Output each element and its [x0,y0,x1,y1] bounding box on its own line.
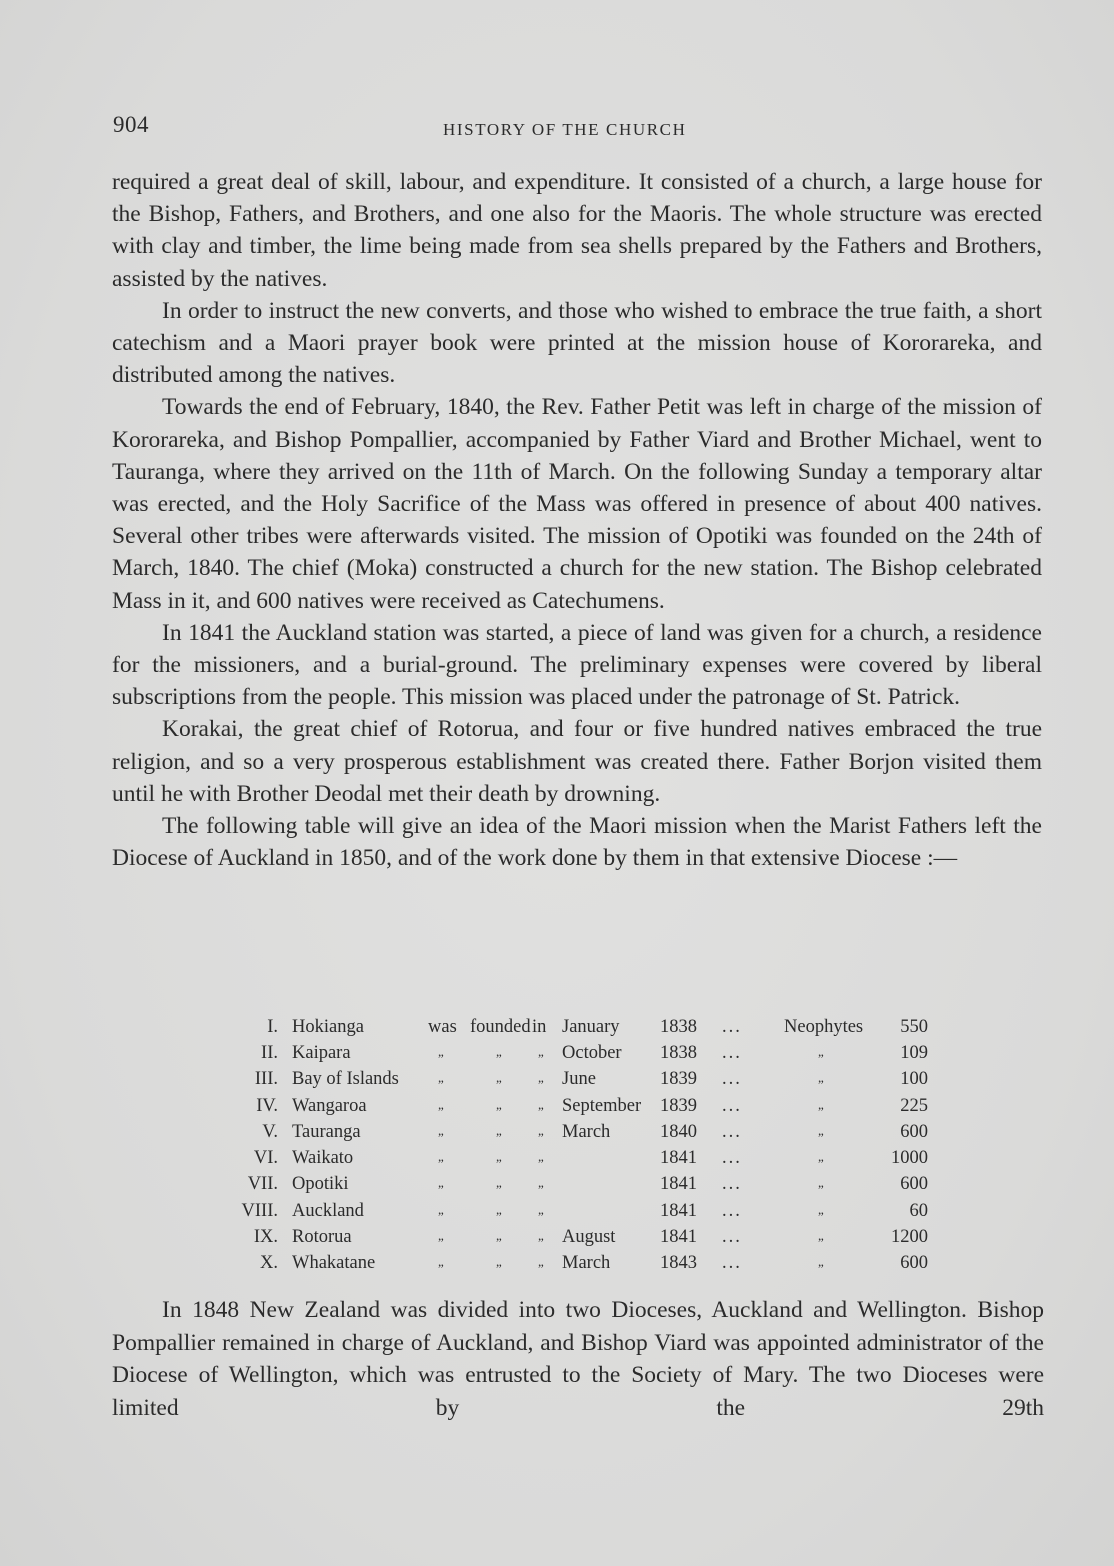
paragraph-table-intro: The following table will give an idea of the Maori mission when the Marist Fathers left the Diocese of Auckland in 1850, and of the work done by them in that extensive Diocese :— [112,813,1042,872]
mission-month: June [562,1069,596,1090]
mission-num: V. [262,1121,278,1142]
mission-num: VIII. [241,1200,278,1221]
mission-count: 100 [900,1069,928,1090]
table-row [200,1224,928,1250]
mission-founded-cell [470,1040,532,1066]
mission-label: „ [818,1149,824,1165]
mission-in-cell [532,1198,562,1224]
mission-month-cell [562,1119,660,1145]
mission-year-cell [660,1251,722,1277]
mission-founded: founded [470,1016,531,1037]
mission-was-cell [428,1119,470,1145]
mission-in: „ [538,1149,544,1165]
mission-month-cell [562,1040,660,1066]
page-number: 904 [113,112,149,137]
mission-was: „ [438,1096,444,1112]
mission-num-cell [200,1093,292,1119]
mission-name: Bay of Islands [292,1069,399,1090]
mission-count-cell [878,1093,928,1119]
mission-founded: „ [496,1096,502,1112]
mission-founded: „ [496,1201,502,1217]
table-row [200,1040,928,1066]
mission-label-cell [784,1014,878,1040]
mission-month-cell [562,1251,660,1277]
mission-year-cell [660,1172,722,1198]
mission-dots: ... [722,1042,742,1063]
mission-count: 1200 [891,1227,928,1248]
mission-was-cell [428,1067,470,1093]
mission-in: „ [538,1228,544,1244]
mission-year: 1841 [660,1148,697,1169]
mission-in: „ [538,1096,544,1112]
mission-year-cell [660,1040,722,1066]
mission-month-cell [562,1067,660,1093]
mission-dots: ... [722,1095,742,1116]
mission-in-cell [532,1145,562,1171]
mission-month-cell [562,1014,660,1040]
mission-year: 1838 [660,1016,697,1037]
mission-count-cell [878,1224,928,1250]
mission-founded: „ [496,1149,502,1165]
mission-name-cell [292,1224,428,1250]
mission-year: 1840 [660,1121,697,1142]
mission-name: Tauranga [292,1121,361,1142]
mission-dots: ... [722,1121,742,1142]
mission-in: in [532,1016,547,1037]
mission-label-cell [784,1145,878,1171]
mission-year-cell [660,1224,722,1250]
mission-num-cell [200,1172,292,1198]
table-row [200,1172,928,1198]
mission-num: VII. [247,1174,278,1195]
mission-name: Auckland [292,1200,364,1221]
mission-year-cell [660,1119,722,1145]
mission-name: Wangaroa [292,1095,367,1116]
table-row [200,1119,928,1145]
mission-dots-cell [722,1224,784,1250]
mission-label: Neophytes [784,1016,864,1037]
mission-year: 1841 [660,1200,697,1221]
mission-in: „ [538,1201,544,1217]
mission-founded: „ [496,1254,502,1270]
mission-in: „ [538,1175,544,1191]
mission-name: Waikato [292,1148,354,1169]
mission-in-cell [532,1224,562,1250]
mission-was-cell [428,1251,470,1277]
mission-in-cell [532,1067,562,1093]
mission-dots-cell [722,1251,784,1277]
mission-count: 550 [900,1016,928,1037]
mission-name-cell [292,1145,428,1171]
mission-num-cell [200,1145,292,1171]
mission-month-cell [562,1172,660,1198]
mission-count-cell [878,1251,928,1277]
paragraph-catechism: In order to instruct the new converts, and those who wished to embrace the true faith, a short catechism and a Maori prayer book were printed at the mission house of Kororareka, and distributed among the natives. [112,297,1042,389]
mission-num-cell [200,1251,292,1277]
mission-founded-cell [470,1014,532,1040]
mission-count: 600 [900,1121,928,1142]
mission-month: September [562,1095,642,1116]
mission-year: 1839 [660,1095,697,1116]
mission-year-cell [660,1093,722,1119]
mission-founded: „ [496,1043,502,1059]
mission-dots-cell [722,1014,784,1040]
mission-was: „ [438,1228,444,1244]
mission-founded-cell [470,1251,532,1277]
mission-num: VI. [253,1148,278,1169]
mission-was: „ [438,1070,444,1086]
mission-was-cell [428,1093,470,1119]
mission-label: „ [818,1122,824,1138]
mission-label: „ [818,1254,824,1270]
mission-month-cell [562,1198,660,1224]
mission-in-cell [532,1172,562,1198]
mission-was: was [428,1016,457,1037]
mission-label-cell [784,1172,878,1198]
mission-num-cell [200,1198,292,1224]
mission-founded: „ [496,1122,502,1138]
mission-name-cell [292,1093,428,1119]
mission-num-cell [200,1067,292,1093]
mission-was-cell [428,1172,470,1198]
mission-count: 600 [900,1174,928,1195]
mission-founded: „ [496,1175,502,1191]
mission-label-cell [784,1067,878,1093]
mission-num-cell [200,1014,292,1040]
mission-was: „ [438,1254,444,1270]
mission-in: „ [538,1070,544,1086]
mission-label-cell [784,1119,878,1145]
mission-count: 1000 [891,1148,928,1169]
mission-label-cell [784,1040,878,1066]
mission-table [200,1014,928,1277]
paragraph-dioceses: In 1848 New Zealand was divided into two Dioceses, Auckland and Wellington. Bishop Pompallier remained in charge of Auckland, and Bishop Viard was appointed administrator of the Diocese of Wellington, which was entrusted to the Society of Mary. The two Dioceses were limited by the 29th [112,1297,1044,1421]
mission-dots-cell [722,1040,784,1066]
mission-num: III. [254,1069,278,1090]
mission-count-cell [878,1145,928,1171]
mission-in-cell [532,1040,562,1066]
mission-month: March [562,1253,611,1274]
mission-name-cell [292,1172,428,1198]
mission-dots: ... [722,1253,742,1274]
mission-year: 1839 [660,1069,697,1090]
mission-count: 600 [900,1253,928,1274]
mission-was: „ [438,1149,444,1165]
mission-dots-cell [722,1172,784,1198]
mission-year-cell [660,1145,722,1171]
mission-month-cell [562,1224,660,1250]
mission-year: 1841 [660,1174,697,1195]
mission-founded-cell [470,1198,532,1224]
mission-label: „ [818,1096,824,1112]
mission-dots-cell [722,1119,784,1145]
mission-was: „ [438,1122,444,1138]
mission-name-cell [292,1067,428,1093]
mission-label: „ [818,1175,824,1191]
mission-dots: ... [722,1174,742,1195]
mission-year: 1843 [660,1253,697,1274]
mission-num-cell [200,1224,292,1250]
mission-founded-cell [470,1145,532,1171]
mission-dots-cell [722,1145,784,1171]
mission-month-cell [562,1145,660,1171]
mission-num: X. [260,1253,278,1274]
mission-founded-cell [470,1172,532,1198]
mission-was-cell [428,1014,470,1040]
mission-dots-cell [722,1067,784,1093]
table-row [200,1014,928,1040]
mission-in: „ [538,1122,544,1138]
mission-label: „ [818,1043,824,1059]
mission-month: October [562,1042,622,1063]
mission-name: Rotorua [292,1227,352,1248]
mission-count-cell [878,1014,928,1040]
mission-in-cell [532,1093,562,1119]
mission-table-block [200,1014,928,1277]
mission-count: 225 [900,1095,928,1116]
mission-num: II. [261,1042,278,1063]
mission-in: „ [538,1254,544,1270]
mission-name-cell [292,1119,428,1145]
mission-in-cell [532,1119,562,1145]
running-head: HISTORY OF THE CHURCH [443,120,687,139]
mission-name: Opotiki [292,1174,349,1195]
mission-name: Hokianga [292,1016,364,1037]
mission-dots: ... [722,1069,742,1090]
mission-year: 1841 [660,1227,697,1248]
mission-month: January [562,1016,620,1037]
mission-in-cell [532,1014,562,1040]
mission-year-cell [660,1014,722,1040]
mission-count: 60 [909,1200,928,1221]
mission-count-cell [878,1067,928,1093]
mission-founded: „ [496,1070,502,1086]
mission-was: „ [438,1201,444,1217]
mission-name: Whakatane [292,1253,376,1274]
mission-table-body [200,1014,928,1277]
mission-count-cell [878,1172,928,1198]
mission-count: 109 [900,1042,928,1063]
mission-dots: ... [722,1148,742,1169]
paragraph-auckland-station: In 1841 the Auckland station was started, a piece of land was given for a church, a residence for the missioners, and a burial-ground. The preliminary expenses were covered by liberal subscriptions from the people. This mission was placed under the patronage of St. Patrick. [112,619,1042,711]
mission-label-cell [784,1224,878,1250]
mission-in-cell [532,1251,562,1277]
paragraph-tauranga: Towards the end of February, 1840, the Rev. Father Petit was left in charge of the mission of Kororareka, and Bishop Pompallier, accompanied by Father Viard and Brother Michael, went to Tauranga, where they arrived on the 11th of March. On the following Sunday a temporary altar was erected, and the Holy Sacrifice of the Mass was offered in presence of about 400 natives. Several other tribes were afterwards visited. The mission of Opotiki was founded on the 24th of March, 1840. The chief (Moka) constructed a church for the new station. The Bishop celebrated Mass in it, and 600 natives were received as Catechumens. [112,394,1042,614]
mission-founded-cell [470,1119,532,1145]
mission-dots: ... [722,1227,742,1248]
closing-text [112,1294,1044,1424]
mission-name: Kaipara [292,1042,351,1063]
mission-month-cell [562,1093,660,1119]
mission-label: „ [818,1201,824,1217]
mission-was-cell [428,1040,470,1066]
mission-count-cell [878,1040,928,1066]
table-row [200,1198,928,1224]
mission-was: „ [438,1043,444,1059]
table-row [200,1067,928,1093]
mission-founded-cell [470,1224,532,1250]
mission-year-cell [660,1067,722,1093]
mission-dots-cell [722,1093,784,1119]
mission-month: March [562,1121,611,1142]
table-row [200,1145,928,1171]
mission-count-cell [878,1198,928,1224]
mission-was-cell [428,1145,470,1171]
mission-month: August [562,1227,616,1248]
mission-founded-cell [470,1067,532,1093]
mission-in: „ [538,1043,544,1059]
mission-was-cell [428,1198,470,1224]
mission-dots-cell [722,1198,784,1224]
paragraph-construction: required a great deal of skill, labour, and expenditure. It consisted of a church, a large house for the Bishop, Fathers, and Brothers, and one also for the Maoris. The whole structure was erected with clay and timber, the lime being made from sea shells prepared by the Fathers and Brothers, assisted by the natives. [112,169,1042,292]
table-row [200,1251,928,1277]
mission-was: „ [438,1175,444,1191]
mission-num-cell [200,1040,292,1066]
mission-name-cell [292,1014,428,1040]
mission-year: 1838 [660,1042,697,1063]
mission-label: „ [818,1228,824,1244]
mission-name-cell [292,1040,428,1066]
mission-founded-cell [470,1093,532,1119]
paragraph-rotorua: Korakai, the great chief of Rotorua, and four or five hundred natives embraced the true religion, and so a very prosperous establishment was created there. Father Borjon visited them until he with Brother Deodal met their death by drowning. [112,716,1042,807]
mission-label-cell [784,1251,878,1277]
mission-label-cell [784,1093,878,1119]
mission-dots: ... [722,1016,742,1037]
table-row [200,1093,928,1119]
mission-num-cell [200,1119,292,1145]
mission-num: IV. [256,1095,278,1116]
mission-dots: ... [722,1200,742,1221]
mission-num: I. [267,1016,278,1037]
mission-founded: „ [496,1228,502,1244]
mission-label-cell [784,1198,878,1224]
mission-num: IX. [253,1227,278,1248]
mission-count-cell [878,1119,928,1145]
mission-label: „ [818,1070,824,1086]
body-text [112,166,1042,874]
mission-was-cell [428,1224,470,1250]
mission-year-cell [660,1198,722,1224]
mission-name-cell [292,1198,428,1224]
mission-name-cell [292,1251,428,1277]
